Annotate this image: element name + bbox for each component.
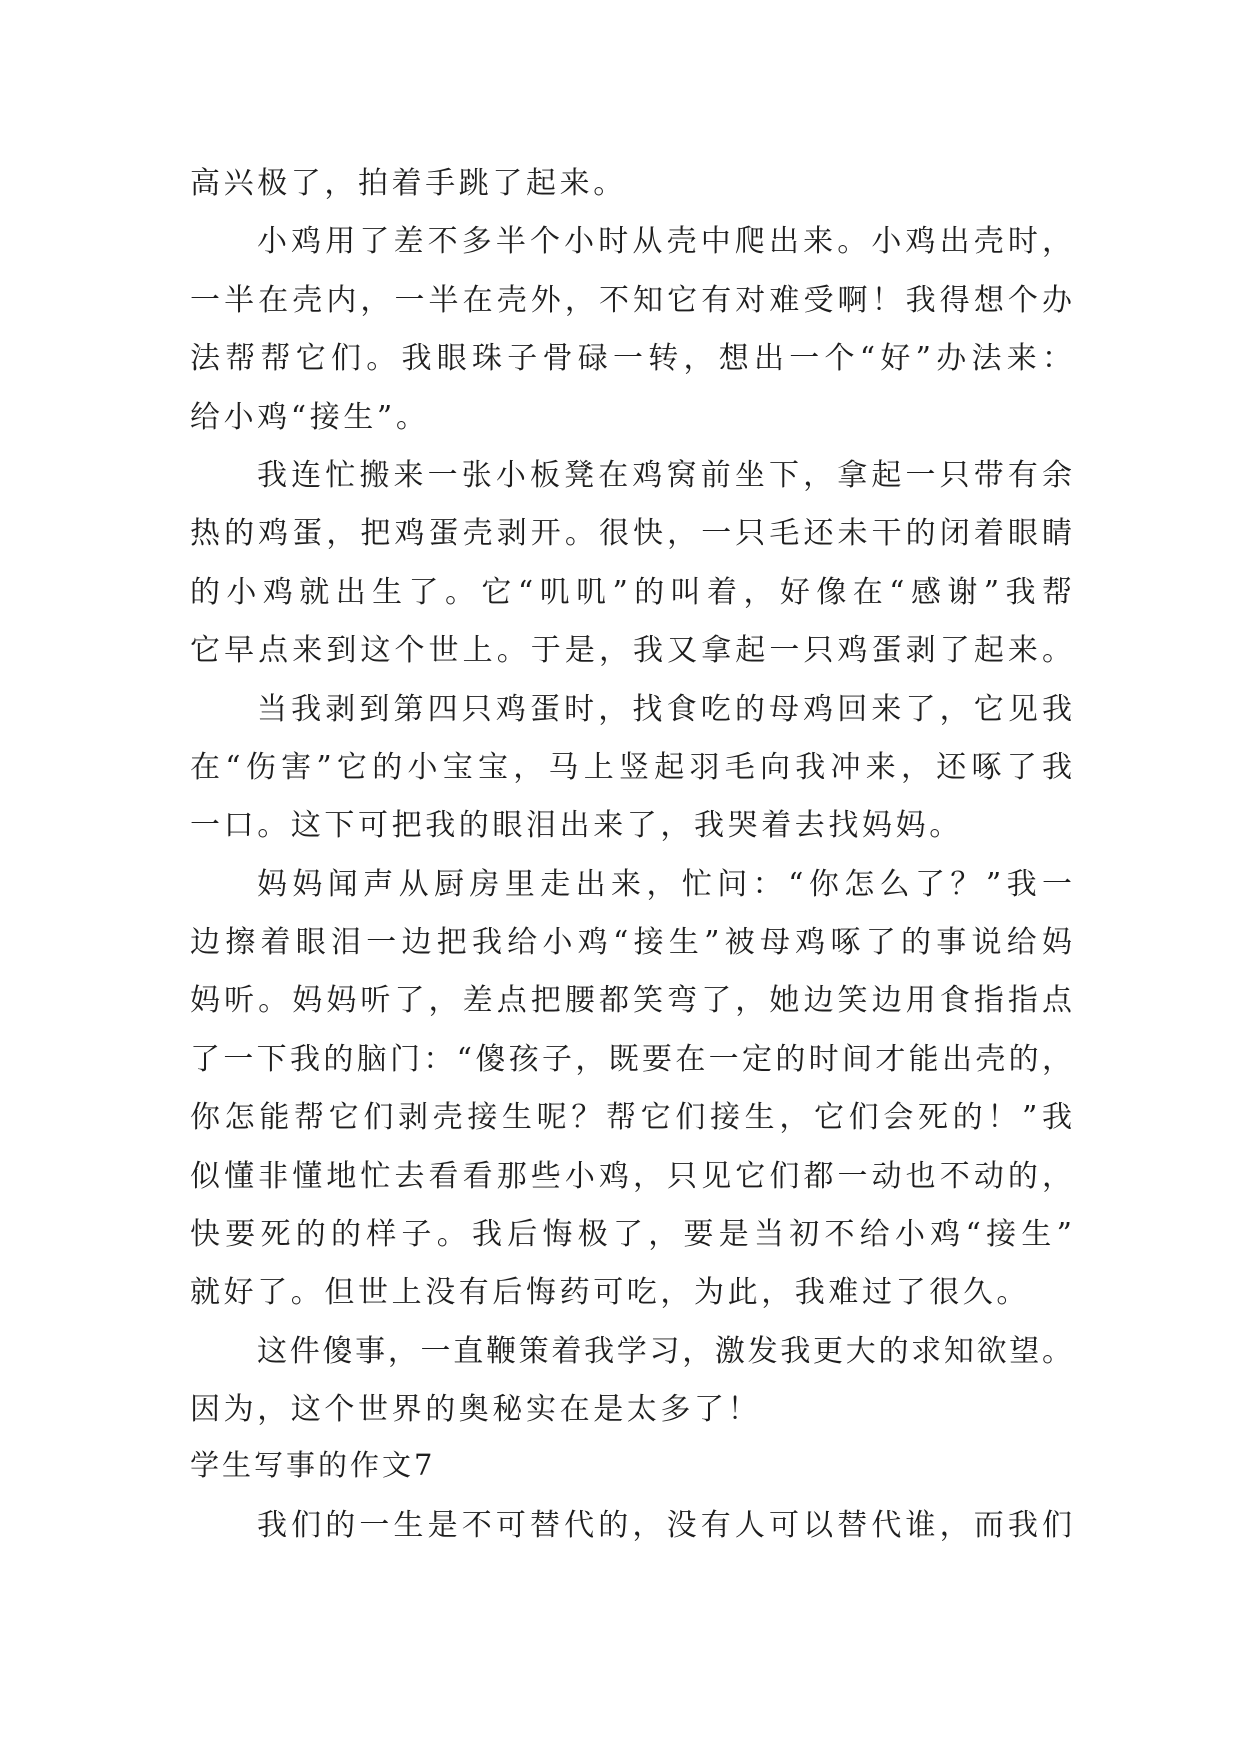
text-line: 小鸡用了差不多半个小时从壳中爬出来。小鸡出壳时， xyxy=(257,224,1072,260)
text-line: 一口。这下可把我的眼泪出来了，我哭着去找妈妈。 xyxy=(190,808,963,844)
text-line: 给小鸡“接生”。 xyxy=(190,399,430,435)
paragraph xyxy=(190,447,1072,681)
text-line: 我们的一生是不可替代的，没有人可以替代谁，而我们 xyxy=(257,1507,1072,1543)
text-line: 这件傻事，一直鞭策着我学习，激发我更大的求知欲望。 xyxy=(257,1333,1072,1369)
text-line: 妈听。妈妈听了，差点把腰都笑弯了，她边笑边用食指指点 xyxy=(190,983,1072,1019)
text-line: 你怎能帮它们剥壳接生呢？帮它们接生，它们会死的！”我 xyxy=(190,1100,1072,1136)
text-line: 妈妈闻声从厨房里走出来，忙问：“你怎么了？”我一 xyxy=(257,866,1072,902)
paragraph xyxy=(190,155,1072,213)
text-line: 在“伤害”它的小宝宝，马上竖起羽毛向我冲来，还啄了我 xyxy=(190,749,1072,785)
text-line: 似懂非懂地忙去看看那些小鸡，只见它们都一动也不动的， xyxy=(190,1158,1072,1194)
text-line: 的小鸡就出生了。它“叽叽”的叫着，好像在“感谢”我帮 xyxy=(190,574,1072,610)
paragraph xyxy=(190,1497,1072,1555)
text-line: 快要死的的样子。我后悔极了，要是当初不给小鸡“接生” xyxy=(190,1217,1072,1253)
text-line: 热的鸡蛋，把鸡蛋壳剥开。很快，一只毛还未干的闭着眼睛 xyxy=(190,516,1072,552)
text-line: 我连忙搬来一张小板凳在鸡窝前坐下，拿起一只带有余 xyxy=(257,457,1072,493)
text-line: 就好了。但世上没有后悔药可吃，为此，我难过了很久。 xyxy=(190,1275,1030,1311)
text-line: 它早点来到这个世上。于是，我又拿起一只鸡蛋剥了起来。 xyxy=(190,633,1072,669)
text-line: 高兴极了，拍着手跳了起来。 xyxy=(190,166,627,201)
text-line: 边擦着眼泪一边把我给小鸡“接生”被母鸡啄了的事说给妈 xyxy=(190,925,1072,961)
text-line: 了一下我的脑门：“傻孩子，既要在一定的时间才能出壳的， xyxy=(190,1041,1072,1077)
text-line: 法帮帮它们。我眼珠子骨碌一转，想出一个“好”办法来： xyxy=(190,341,1072,377)
text-line: 当我剥到第四只鸡蛋时，找食吃的母鸡回来了，它见我 xyxy=(257,691,1072,727)
paragraph xyxy=(190,213,1072,447)
text-line: 一半在壳内，一半在壳外，不知它有对难受啊！我得想个办 xyxy=(190,282,1072,318)
document-body xyxy=(190,155,1072,1555)
paragraph xyxy=(190,1323,1072,1440)
paragraph xyxy=(190,856,1072,1323)
text-line: 因为，这个世界的奥秘实在是太多了！ xyxy=(190,1392,762,1428)
section-heading: 学生写事的作文7 xyxy=(190,1447,436,1482)
paragraph xyxy=(190,681,1072,856)
